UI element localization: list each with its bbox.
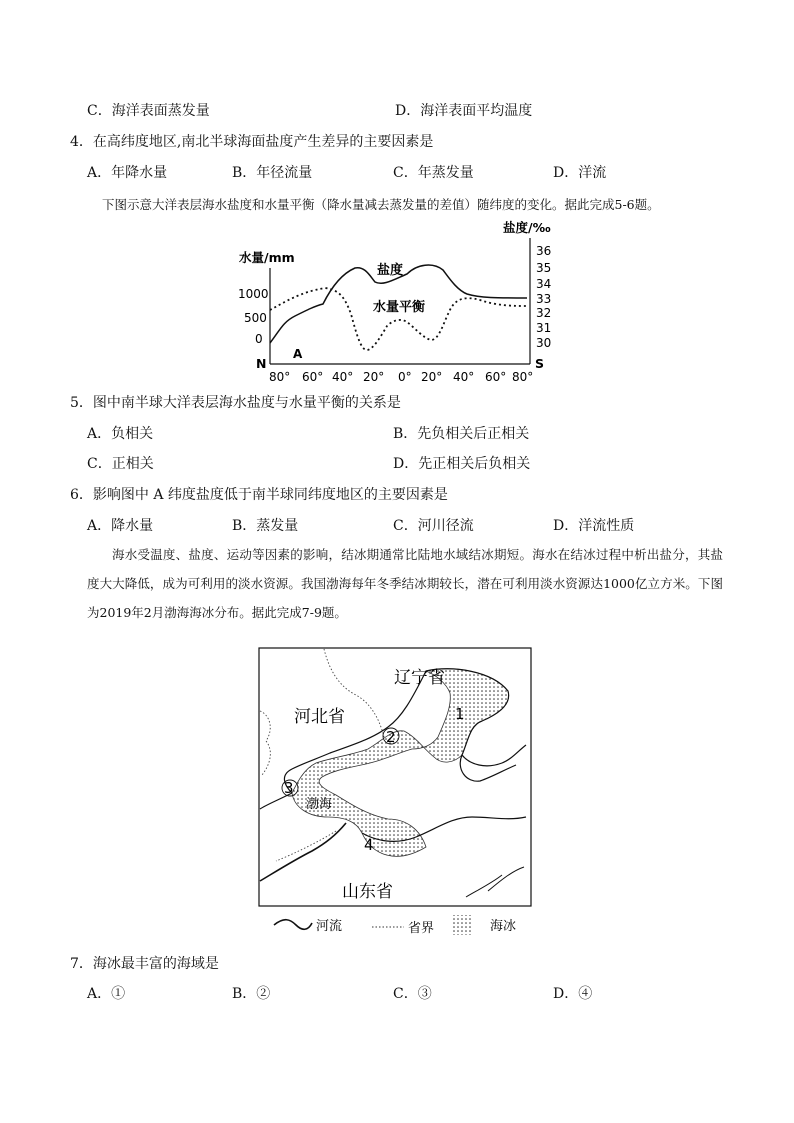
q4-option-c: C．年蒸发量	[393, 165, 474, 181]
left-tick-500: 500	[244, 311, 267, 325]
q4-stem: 4．在高纬度地区,南北半球海面盐度产生差异的主要因素是	[70, 134, 434, 150]
q6-option-b: B．蒸发量	[232, 518, 299, 534]
x-tick-20s: 20°	[421, 370, 443, 384]
x-tick-0: 0°	[398, 370, 412, 384]
right-axis-title: 盐度/‰	[503, 220, 551, 235]
x-tick-40n: 40°	[332, 370, 354, 384]
ice-area-1-label: 1	[455, 705, 465, 723]
x-tick-80s: 80°	[512, 370, 534, 384]
x-tick-80n: 80°	[269, 370, 291, 384]
legend-border-label: 省界	[408, 921, 435, 936]
q7-option-d: D．④	[553, 986, 593, 1002]
x-tick-60s: 60°	[485, 370, 507, 384]
s-label: S	[535, 356, 545, 371]
q7-option-a: A．①	[87, 986, 126, 1002]
q6-option-d: D．洋流性质	[553, 518, 635, 534]
intro-5-6: 下图示意大洋表层海水盐度和水量平衡（降水量减去蒸发量的差值）随纬度的变化。据此完成5-6题。	[102, 197, 660, 212]
q6-stem: 6．影响图中 A 纬度盐度低于南半球同纬度地区的主要因素是	[70, 487, 448, 503]
ice-area-3-label: 3	[284, 779, 294, 797]
water-balance-label: 水量平衡	[373, 300, 426, 315]
hebei-label: 河北省	[294, 707, 345, 727]
point-a-label: A	[293, 347, 303, 361]
x-tick-40s: 40°	[453, 370, 475, 384]
legend-river-symbol	[274, 920, 312, 930]
salinity-water-balance-figure	[235, 218, 565, 388]
left-axis-title: 水量/mm	[239, 250, 295, 265]
q5-option-b: B．先负相关后正相关	[393, 426, 530, 442]
left-tick-1000: 1000	[238, 287, 269, 301]
x-tick-20n: 20°	[363, 370, 385, 384]
right-tick-33: 33	[536, 292, 552, 306]
q5-option-d: D．先正相关后负相关	[393, 456, 531, 472]
x-tick-60n: 60°	[302, 370, 324, 384]
q4-option-b: B．年径流量	[232, 165, 313, 181]
q4-option-a: A．年降水量	[87, 165, 168, 181]
right-tick-32: 32	[536, 306, 552, 320]
q6-option-c: C．河川径流	[393, 518, 474, 534]
bohai-sea-ice-map	[256, 645, 536, 945]
q6-option-a: A．降水量	[87, 518, 154, 534]
q4-option-d: D．洋流	[553, 165, 607, 181]
right-tick-30: 30	[536, 336, 552, 350]
liaoning-label: 辽宁省	[394, 668, 445, 688]
q3-option-d: D．海洋表面平均温度	[395, 103, 533, 119]
q5-option-a: A．负相关	[87, 426, 154, 442]
q7-option-b: B．②	[232, 986, 271, 1002]
legend-river-label: 河流	[316, 919, 343, 934]
legend-ice-label: 海冰	[490, 919, 517, 934]
q5-option-c: C．正相关	[87, 456, 154, 472]
q7-stem: 7．海冰最丰富的海域是	[70, 956, 219, 972]
right-tick-35: 35	[536, 261, 552, 275]
bohai-label: 渤海	[306, 797, 333, 812]
ice-area-4-label: 4	[364, 836, 374, 854]
shandong-label: 山东省	[342, 882, 393, 902]
right-tick-36: 36	[536, 244, 552, 258]
salinity-label: 盐度	[377, 263, 404, 278]
right-tick-34: 34	[536, 277, 552, 291]
q3-option-c: C．海洋表面蒸发量	[87, 103, 210, 119]
legend-ice-symbol	[452, 915, 472, 935]
left-tick-0: 0	[255, 332, 263, 346]
q7-option-c: C．③	[393, 986, 432, 1002]
right-tick-31: 31	[536, 321, 552, 335]
n-label: N	[256, 356, 267, 371]
intro-7-9: 海水受温度、盐度、运动等因素的影响，结冰期通常比陆地水域结冰期短。海水在结冰过程中析出盐分，其盐度大大降低，成为可利用的淡水资源。我国渤海每年冬季结冰期较长，潜在可利用淡水资源达1000亿立方米。下图为2019年2月渤海海冰分布。据此完成7-9题。	[87, 547, 723, 620]
ice-area-2-label: 2	[386, 728, 396, 746]
q5-stem: 5．图中南半球大洋表层海水盐度与水量平衡的关系是	[70, 395, 401, 411]
